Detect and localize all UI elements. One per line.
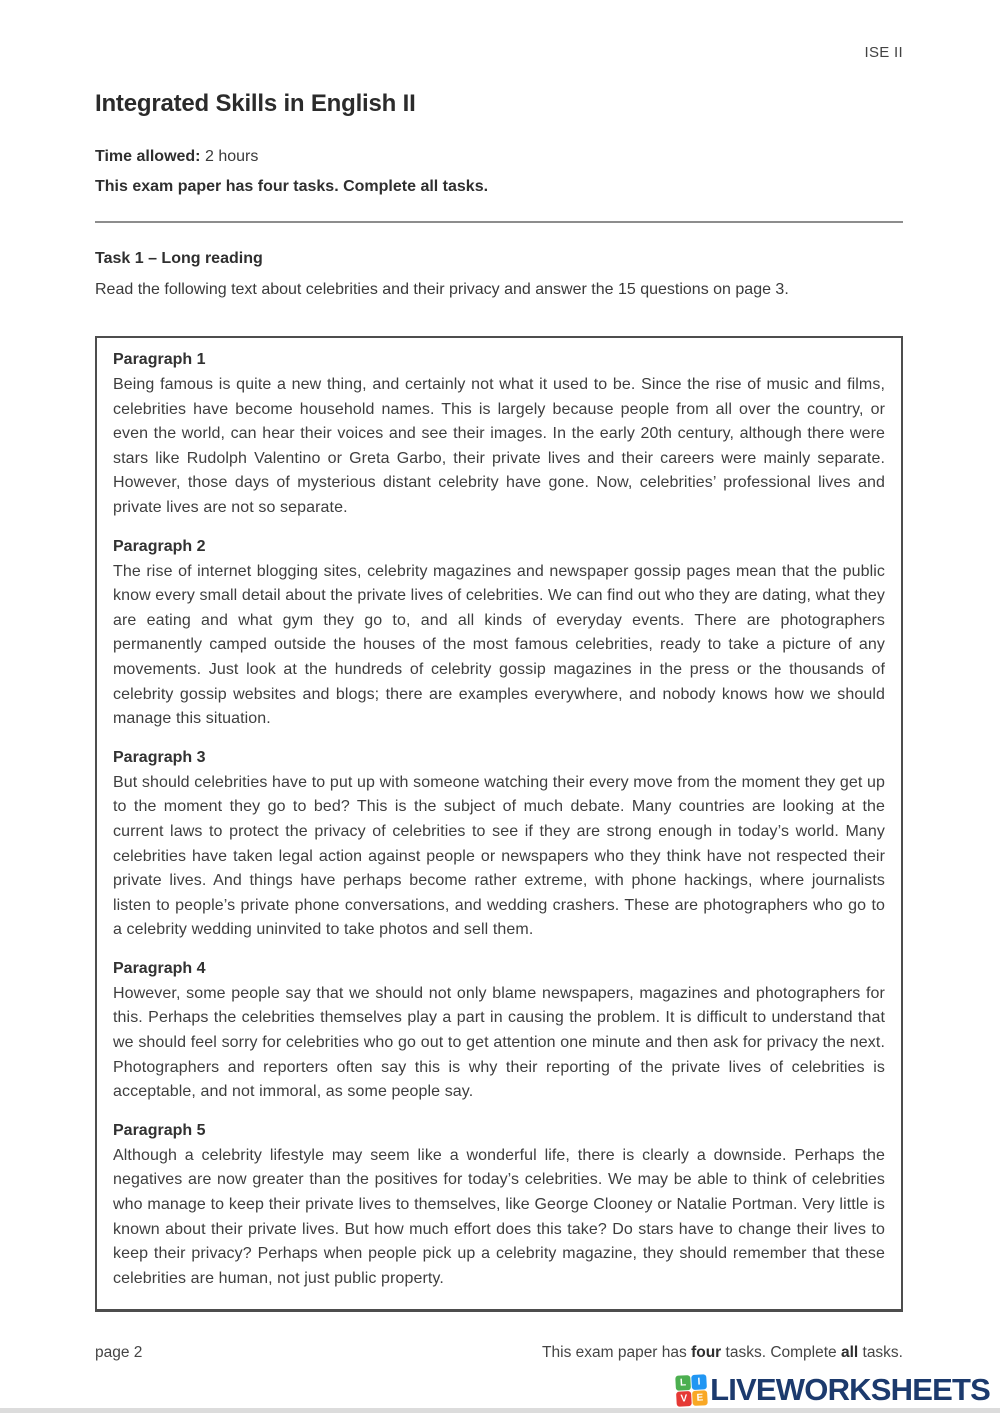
logo-tile-v: V [676, 1391, 692, 1407]
exam-instruction: This exam paper has four tasks. Complete all tasks. [95, 178, 489, 195]
footer-note-all: all [840, 1344, 859, 1361]
page-number: page 2 [95, 1344, 143, 1361]
paragraph-4 [113, 960, 885, 1105]
exam-code-label: ISE II [864, 44, 903, 61]
logo-tile-e: E [692, 1390, 708, 1406]
liveworksheets-tiles-icon [675, 1374, 708, 1407]
paragraph-1-text: Being famous is quite a new thing, and certainly not what it used to be. Since the rise of music and films, celebrities have become household names. This is largely because people from all over the country, or even the world, can hear their voices and see their images. In the early 20th century, although there were stars like Rudolph Valentino or Greta Garbo, their private lives and their careers were mainly separate. However, those days of mysterious distant celebrity have gone. Now, celebrities’ professional lives and private lives are not so separate. [113, 376, 885, 516]
paragraph-5-text: Although a celebrity lifestyle may seem like a wonderful life, there is clearly a downside. Perhaps the negatives are now greater than the positives for today’s celebrities. We may be able to think of celebrities who manage to keep their private lives to themselves, like George Clooney or Natalie Portman. Very little is known about their private lives. But how much effort does this take? Do stars have to change their lives to keep their privacy? Perhaps when people pick up a celebrity magazine, they should remember that these celebrities are human, not just public property. [113, 1146, 885, 1287]
task-intro: Read the following text about celebrities and their privacy and answer the 15 questions on page 3. [95, 281, 789, 298]
paragraph-5 [113, 1122, 885, 1292]
footer-note-mid: tasks. Complete [721, 1344, 841, 1361]
logo-tile-l: L [675, 1375, 691, 1391]
time-allowed-value: 2 hours [204, 148, 259, 165]
task-heading: Task 1 – Long reading [95, 250, 263, 267]
paragraph-1-label: Paragraph 1 [113, 351, 206, 368]
paragraph-1 [113, 351, 885, 521]
paragraph-3 [113, 749, 885, 943]
paragraph-5-label: Paragraph 5 [113, 1121, 206, 1139]
footer-note-suffix: tasks. [858, 1344, 903, 1361]
time-allowed-line [95, 148, 903, 166]
reading-passage-box [95, 336, 903, 1312]
page-footer [95, 1344, 903, 1362]
liveworksheets-wordmark: LIVEWORKSHEETS [710, 1372, 990, 1407]
paragraph-2-label: Paragraph 2 [113, 537, 206, 555]
scan-edge-strip [0, 1408, 1000, 1413]
footer-note-prefix: This exam paper has [542, 1344, 692, 1361]
liveworksheets-logo[interactable] [676, 1372, 990, 1408]
paragraph-3-text: But should celebrities have to put up with someone watching their every move from the moment they get up to the moment they go to bed? This is the subject of much debate. Many countries are looking at the current laws to protect the privacy of celebrities to see if they are strong enough in today’s world. Many celebrities have taken legal action against people or newspapers who they think have not respected their private lives. And things have perhaps become rather extreme, with phone hackings, where journalists listen to people’s private phone conversations, and wedding crashers. These are photographers who go to a celebrity wedding uninvited to take photos and sell them. [113, 773, 885, 939]
time-allowed-label: Time allowed: [95, 148, 201, 165]
paragraph-2-text: The rise of internet blogging sites, celebrity magazines and newspaper gossip pages mean that the public know every small detail about the private lives of celebrities. We can find out who they are dating, what they are eating and what gym they go to, and all kinds of everyday events. There are photographers permanently camped outside the houses of the most famous celebrities, ready to take a picture of any movements. Just look at the hundreds of celebrity gossip magazines in the press or the thousands of celebrity gossip websites and blogs; there are examples everywhere, and nobody knows how we should manage this situation. [113, 562, 885, 728]
footer-note-four: four [691, 1344, 722, 1361]
paragraph-4-text: However, some people say that we should not only blame newspapers, magazines and photographers for this. Perhaps the celebrities themselves play a part in causing the problem. It is difficult to understand that we should feel sorry for celebrities who go out to get attention one minute and then ask for privacy the next. Photographers and reporters often say this is why their reporting of the private lives of celebrities is acceptable, and not immoral, as some people say. [113, 984, 885, 1101]
header-divider [95, 221, 903, 223]
footer-note [542, 1344, 903, 1362]
paragraph-4-label: Paragraph 4 [113, 959, 206, 977]
page-title: Integrated Skills in English II [95, 90, 416, 117]
paragraph-3-label: Paragraph 3 [113, 748, 206, 766]
paragraph-2 [113, 538, 885, 732]
logo-tile-i: I [691, 1374, 707, 1390]
